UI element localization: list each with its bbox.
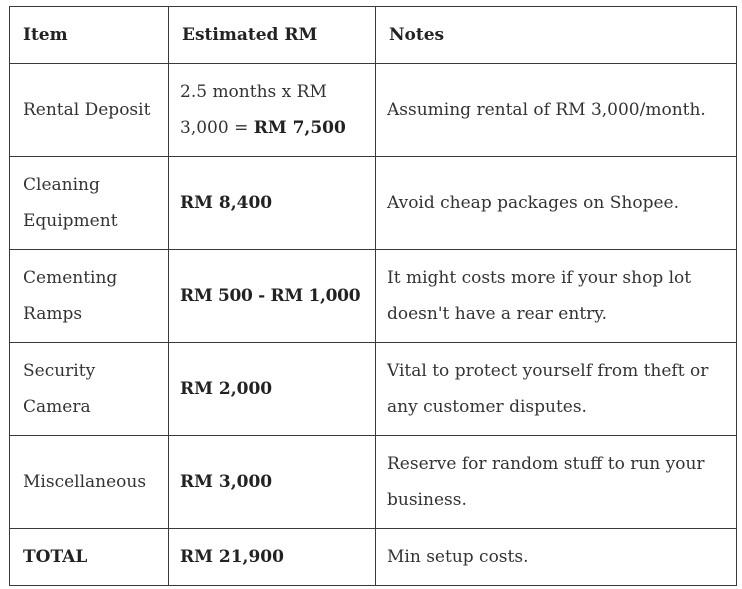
table-row bbox=[10, 436, 737, 529]
estimate-cell bbox=[169, 250, 376, 343]
estimate-amount: RM 500 - RM 1,000 bbox=[180, 286, 361, 306]
estimate-cell bbox=[169, 436, 376, 529]
estimate-prefix: 2.5 months x RM 3,000 = bbox=[180, 82, 327, 138]
estimate-cell bbox=[169, 157, 376, 250]
estimate-amount: RM 8,400 bbox=[180, 193, 273, 213]
table-row bbox=[10, 343, 737, 436]
item-cell: Rental Deposit bbox=[10, 64, 169, 157]
table-row bbox=[10, 157, 737, 250]
header-notes: Notes bbox=[376, 7, 737, 64]
estimate-amount: RM 7,500 bbox=[253, 118, 346, 138]
item-cell: Cementing Ramps bbox=[10, 250, 169, 343]
estimate-amount: RM 2,000 bbox=[180, 379, 273, 399]
total-notes: Min setup costs. bbox=[376, 529, 737, 586]
item-cell: Cleaning Equipment bbox=[10, 157, 169, 250]
estimate-cell bbox=[169, 343, 376, 436]
notes-cell: Assuming rental of RM 3,000/month. bbox=[376, 64, 737, 157]
header-row bbox=[10, 7, 737, 64]
notes-cell: Avoid cheap packages on Shopee. bbox=[376, 157, 737, 250]
header-item: Item bbox=[10, 7, 169, 64]
table-row bbox=[10, 250, 737, 343]
notes-cell: Reserve for random stuff to run your business. bbox=[376, 436, 737, 529]
header-estimated: Estimated RM bbox=[169, 7, 376, 64]
item-cell: Miscellaneous bbox=[10, 436, 169, 529]
table-row bbox=[10, 64, 737, 157]
estimate-amount: RM 3,000 bbox=[180, 472, 273, 492]
total-amount: RM 21,900 bbox=[169, 529, 376, 586]
cost-table bbox=[9, 6, 737, 586]
total-label: TOTAL bbox=[10, 529, 169, 586]
estimate-cell bbox=[169, 64, 376, 157]
notes-cell: Vital to protect yourself from theft or any customer disputes. bbox=[376, 343, 737, 436]
notes-cell: It might costs more if your shop lot doesn't have a rear entry. bbox=[376, 250, 737, 343]
item-cell: Security Camera bbox=[10, 343, 169, 436]
total-row bbox=[10, 529, 737, 586]
